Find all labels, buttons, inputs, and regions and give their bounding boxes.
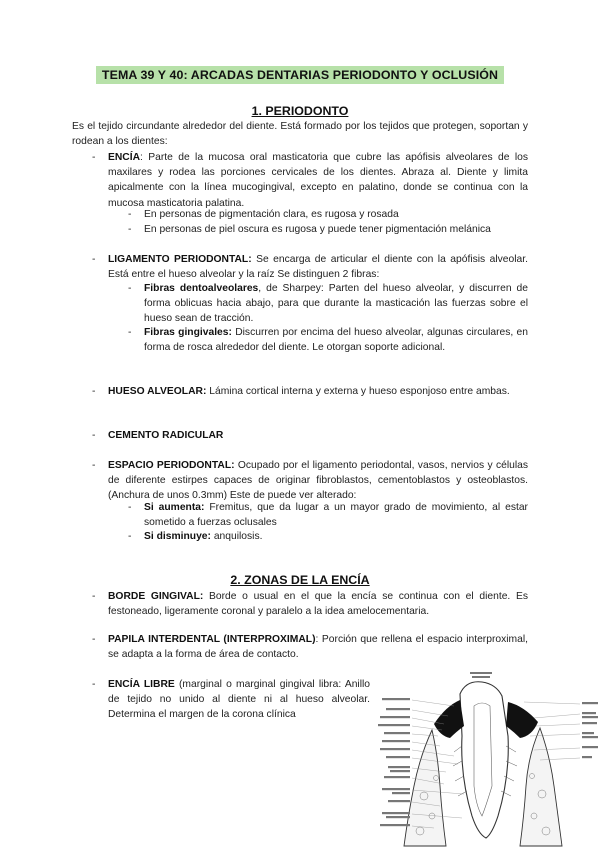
fibras-gingivales-item [144,325,528,355]
tooth-diagram-svg [374,666,600,848]
bone-left [404,730,446,846]
bullet-dash: - [92,591,96,602]
sub-bullet-dash: - [128,531,132,542]
bullet-dash: - [92,634,96,645]
hueso-item [108,384,528,399]
gingiva-right [506,702,538,738]
fibras-dentoalveolares-item [144,281,528,327]
bullet-dash: - [92,460,96,471]
section1-heading: 1. PERIODONTO [251,104,349,118]
annotation-marks-top [470,672,492,678]
papila-text: : Porción que rellena el espacio interproximal, se adapta a la forma de área de contacto. [108,634,529,661]
cemento-label: CEMENTO RADICULAR [108,430,224,441]
papila-item [108,632,528,662]
bullet-dash: - [92,679,96,690]
encia-sub1: En personas de pigmentación clara, es rugosa y rosada [144,209,399,220]
title-wrap [0,66,600,84]
cemento-item [108,428,528,443]
aumenta-label: Si aumenta: [144,502,205,513]
encia-sub2: En personas de piel oscura es rugosa y puede tener pigmentación melánica [144,224,491,235]
periodontium-illustration [374,666,600,848]
bullet-dash: - [92,254,96,265]
encia-text: : Parte de la mucosa oral masticatoria que cubre las apófisis alveolares de los maxilares y rodea las porciones cervicales de los dientes. Abraza al. Diente y limita apicalmente con la línea mucogingival, excepto en palatino, donde se continua con la mucosa masticatoria palatina. [108,152,528,209]
bullet-dash: - [92,430,96,441]
bullet-dash: - [92,152,96,163]
ligamento-text: Se encarga de articular el diente con la apófisis alveolar. Está entre el hueso alveolar y la raíz Se distinguen 2 fibras: [108,254,528,281]
gingiva-left [434,700,464,738]
section1-intro: Es el tejido circundante alrededor del diente. Está formado por los tejidos que protegen, soportan y rodean a los dientes: [72,121,528,148]
bone-right [520,728,562,846]
fibras2-text: Discurren por encima del hueso alveolar, algunas circulares, en forma de rosca alrededor del diente. Le otorgan soporte adicional. [144,327,528,354]
ligamento-label: LIGAMENTO PERIODONTAL: [108,254,252,265]
annotation-marks-right [582,702,598,758]
fibras1-label: Fibras dentoalveolares [144,283,259,294]
fibras2-label: Fibras gingivales: [144,327,232,338]
aumenta-text: Fremitus, que da lugar a un mayor grado de movimiento, al estar sometido a fuerzas oclusales [144,502,528,529]
encia-libre-item [108,677,370,723]
sub-bullet-dash: - [128,327,132,338]
libre-label: ENCÍA LIBRE [108,679,175,690]
tooth-outline [460,682,508,838]
hueso-label: HUESO ALVEOLAR: [108,386,207,397]
espacio-item [108,458,528,504]
sub-bullet-dash: - [128,502,132,513]
hueso-text: Lámina cortical interna y externa y hueso esponjoso entre ambas. [206,386,510,397]
bullet-dash: - [92,386,96,397]
sub-bullet-dash: - [128,224,132,235]
aumenta-item [144,500,528,530]
encia-label: ENCÍA [108,152,141,163]
document-title: TEMA 39 Y 40: ARCADAS DENTARIAS PERIODONTO Y OCLUSIÓN [96,66,504,84]
sub-bullet-dash: - [128,283,132,294]
papila-label: PAPILA INTERDENTAL (INTERPROXIMAL) [108,634,316,645]
espacio-label: ESPACIO PERIODONTAL: [108,460,235,471]
borde-label: BORDE GINGIVAL: [108,591,204,602]
borde-text: Borde o usual en el que la encía se continua con el diente. Es festoneado, ligeramente coronal y paralelo a la idea amelocementaria. [108,591,528,618]
annotation-marks-left [378,698,410,826]
borde-item [108,589,528,619]
fibras1-text: , de Sharpey: Parten del hueso alveolar, y discurren de forma oblicuas hacia abajo, para que durante la masticación las fuerzas sobre el hueso sean de tracción. [144,283,528,325]
ligamento-item [108,252,528,282]
espacio-text: Ocupado por el ligamento periodontal, vasos, nervios y células de diferente estirpes capaces de originar fibroblastos, cementoblastos y osteoblastos. (Anchura de unos 0.3mm) Este de puede ver alterado: [108,460,528,502]
section2-heading: 2. ZONAS DE LA ENCÍA [230,573,370,587]
encia-item [108,150,528,211]
libre-text: (marginal o marginal gingival libra: Anillo de tejido no unido al diente ni al hueso alveolar. Determina el margen de la corona clínica [108,679,371,721]
disminuye-label: Si disminuye: [144,531,211,542]
sub-bullet-dash: - [128,209,132,220]
disminuye-text: anquilosis. [210,531,263,542]
disminuye-item [144,529,528,544]
